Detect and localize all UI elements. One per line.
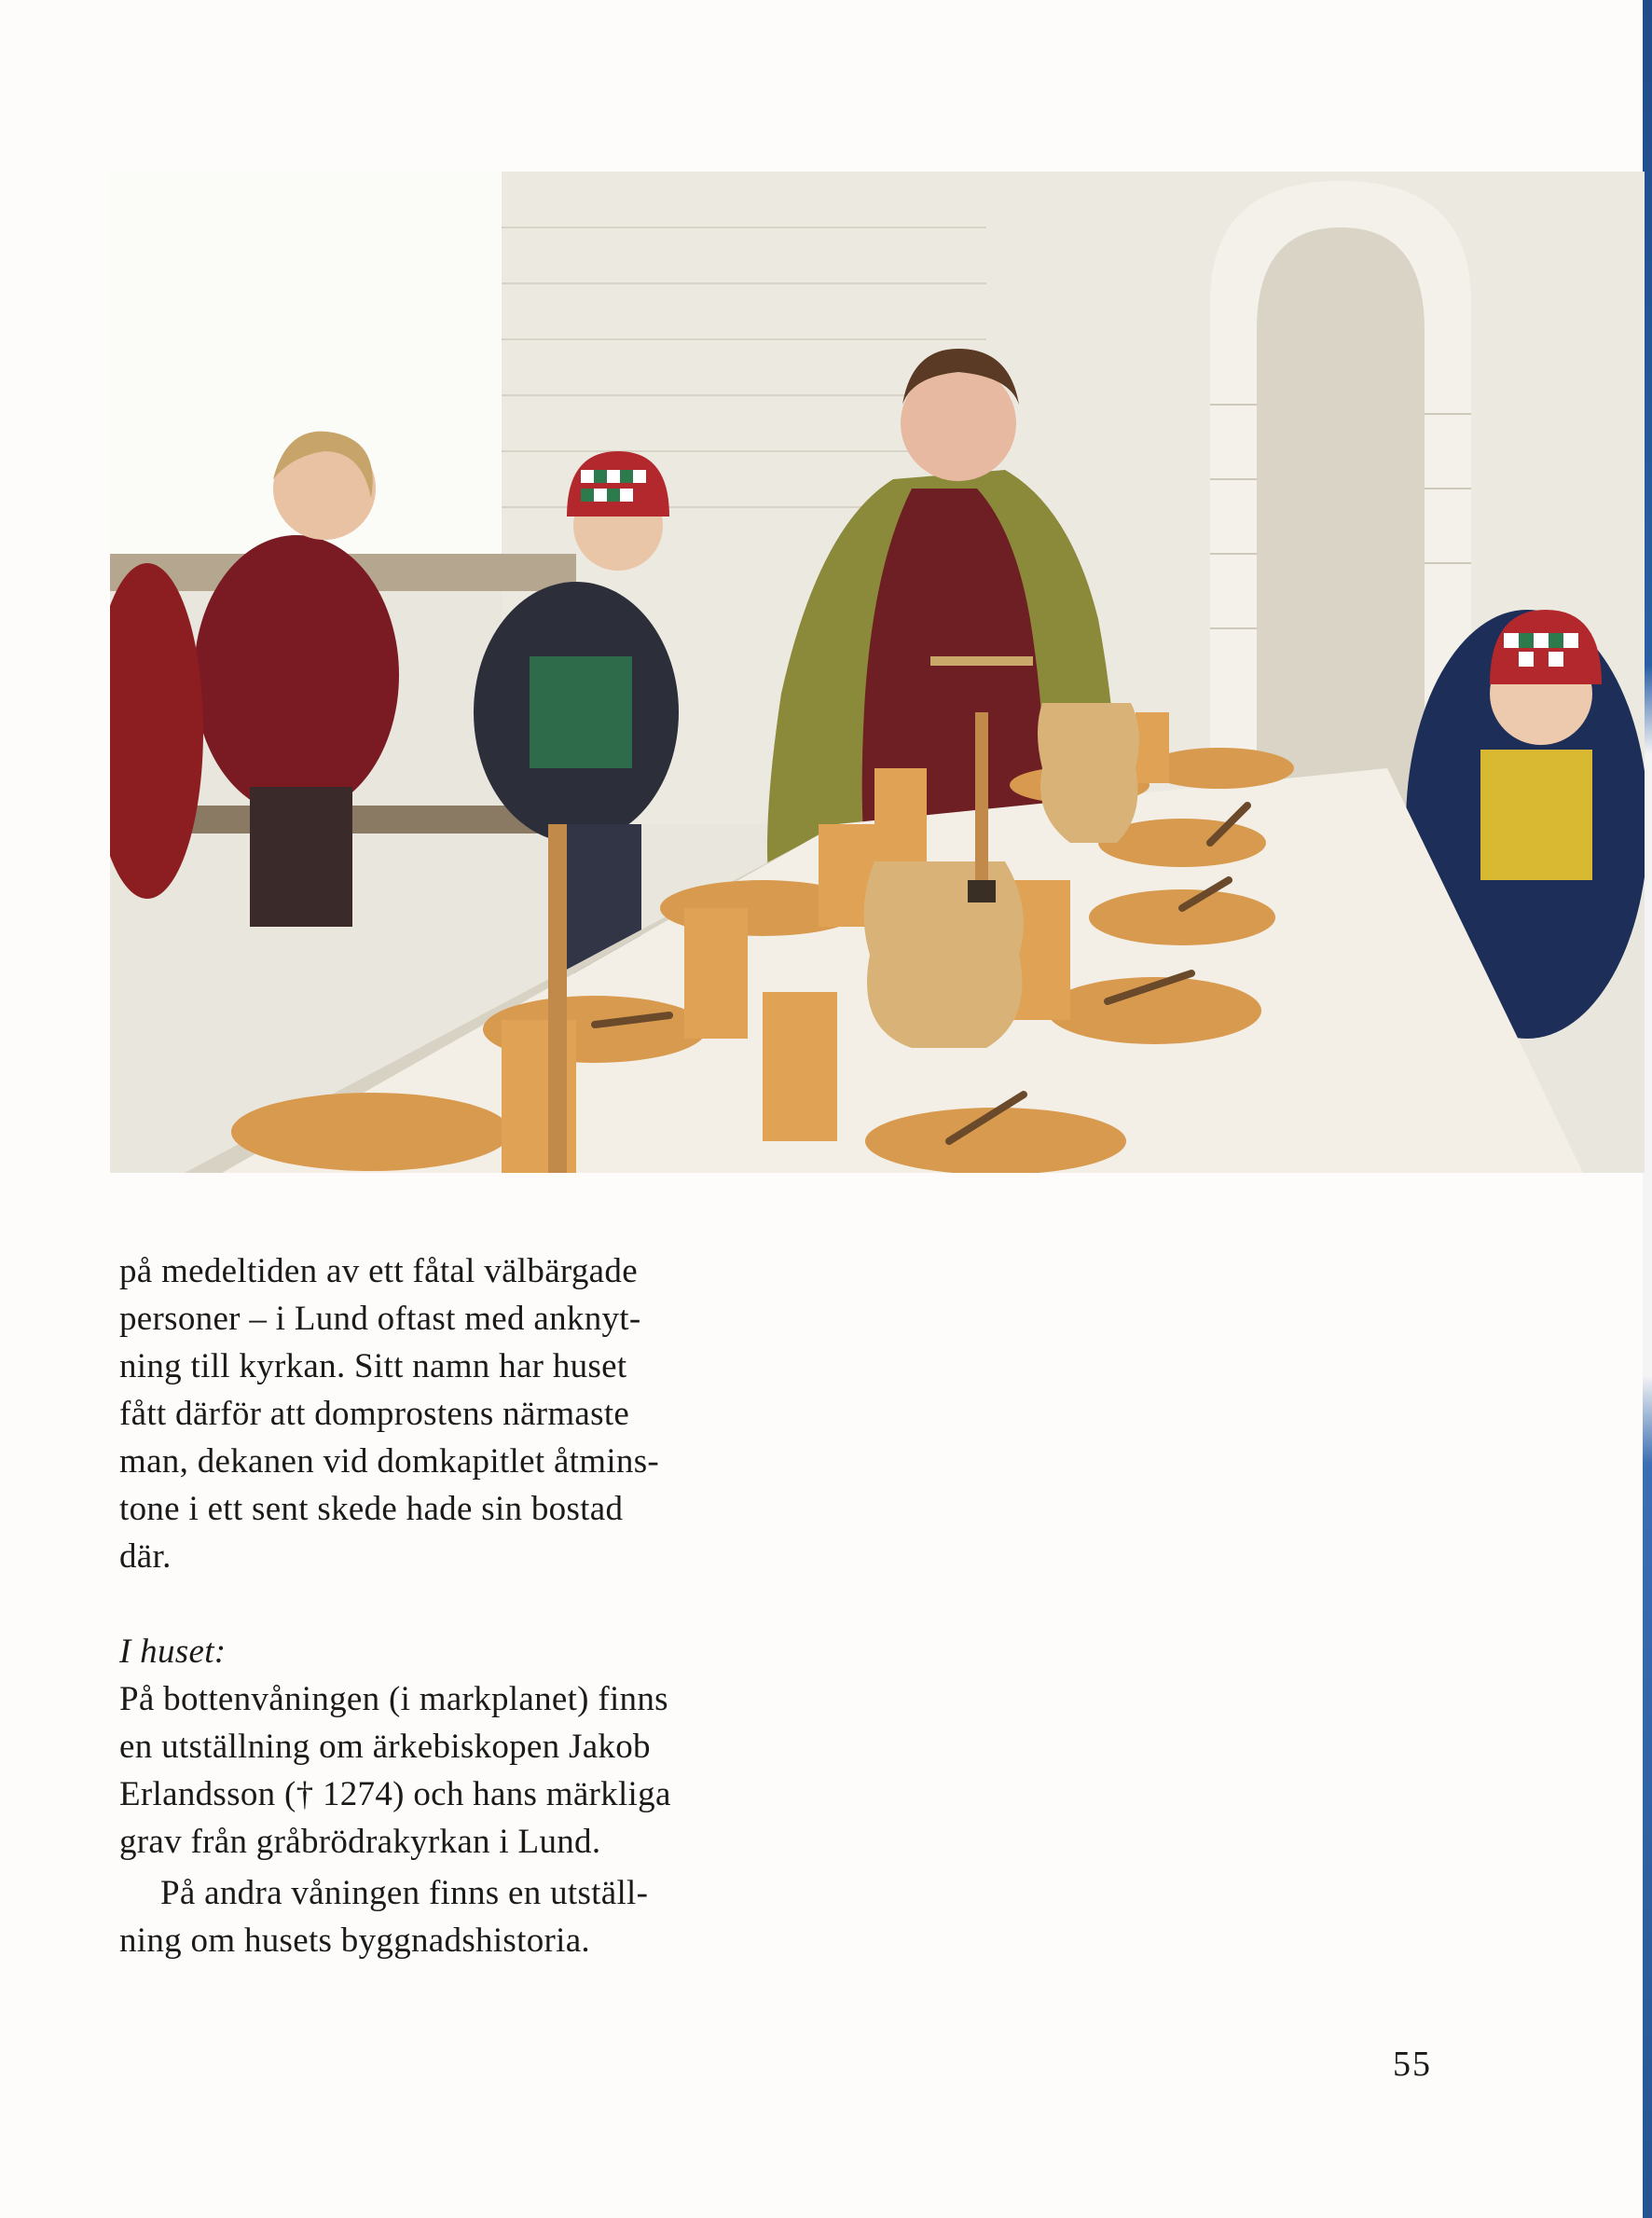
paragraph-3	[119, 1869, 753, 1964]
text-line: grav från gråbrödrakyrkan i Lund.	[119, 1823, 601, 1861]
text-line: man, dekanen vid domkapitlet åtmins-	[119, 1442, 660, 1481]
photograph	[110, 172, 1645, 1173]
body-text	[119, 1247, 753, 1964]
text-line: På bottenvåningen (i markplanet) finns	[119, 1680, 668, 1718]
text-line: personer – i Lund oftast med anknyt-	[119, 1300, 641, 1338]
text-line: tone i ett sent skede hade sin bostad	[119, 1490, 624, 1528]
text-line: på medeltiden av ett fåtal välbärgade	[119, 1252, 638, 1290]
page-number: 55	[1393, 2045, 1432, 2084]
paragraph-1	[119, 1247, 753, 1580]
text-line: På andra våningen finns en utställ-	[160, 1874, 649, 1912]
text-line: Erlandsson († 1274) och hans märkliga	[119, 1775, 671, 1813]
text-line: där.	[119, 1537, 172, 1576]
text-line: ning till kyrkan. Sitt namn har huset	[119, 1347, 627, 1385]
text-line: fått därför att domprostens närmaste	[119, 1395, 630, 1433]
paragraph-2	[119, 1675, 753, 1866]
text-line: ning om husets byggnadshistoria.	[119, 1922, 590, 1960]
section-heading: I huset:	[119, 1633, 227, 1671]
photo-illustration	[110, 172, 1645, 1173]
text-line: en utställning om ärkebiskopen Jakob	[119, 1728, 651, 1766]
